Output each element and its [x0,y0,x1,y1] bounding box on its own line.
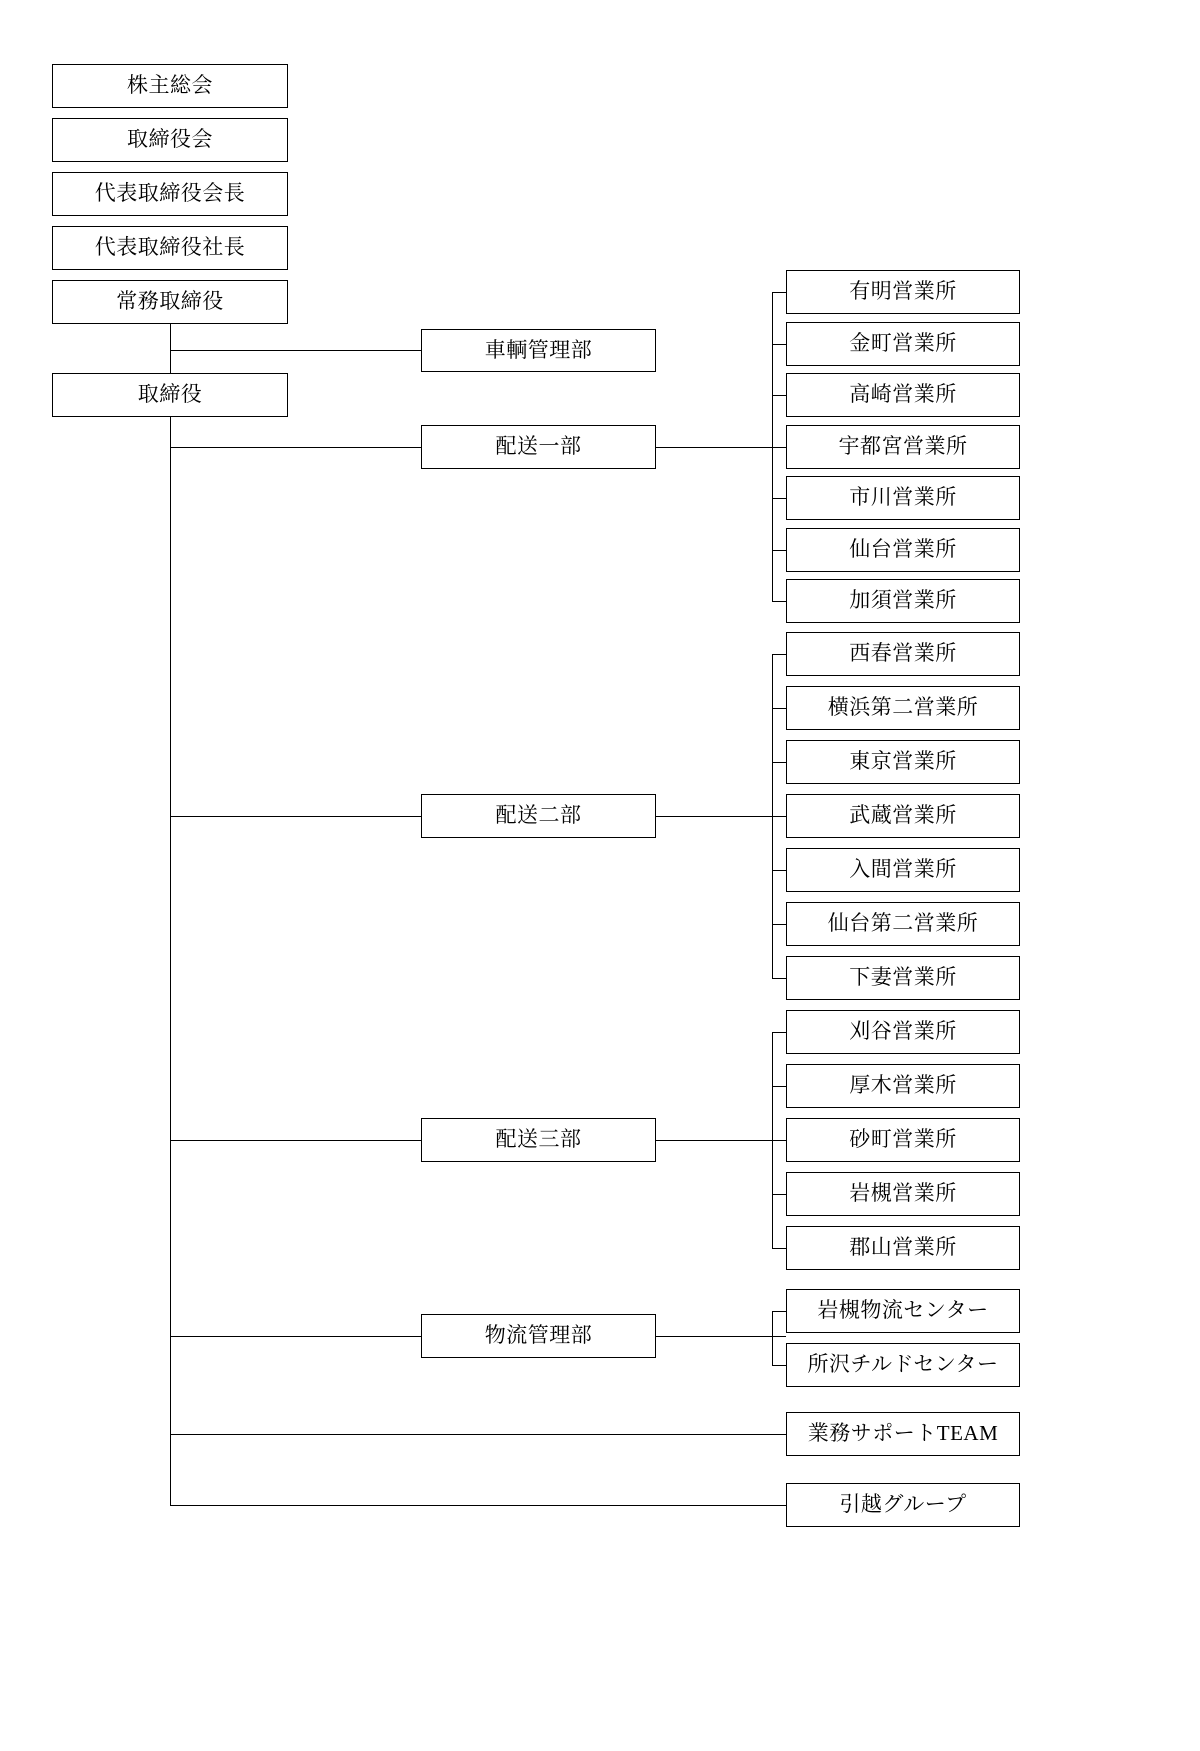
node-moving-group: 引越グループ [786,1483,1020,1527]
bus-stub [772,292,786,293]
bus-spine-logistics [772,1311,773,1365]
bus-connector-delivery-1 [656,447,786,448]
bus-connector-logistics [656,1336,786,1337]
office-node: 金町営業所 [786,322,1020,366]
office-node: 市川営業所 [786,476,1020,520]
node-delivery-dept-2: 配送二部 [421,794,656,838]
bus-stub [772,1032,786,1033]
bus-stub [772,978,786,979]
node-logistics-management-dept: 物流管理部 [421,1314,656,1358]
connector-to-logistics-dept [170,1336,421,1337]
connector-to-moving-group [170,1505,786,1506]
node-director: 取締役 [52,373,288,417]
bus-stub [772,816,786,817]
node-representative-president: 代表取締役社長 [52,226,288,270]
logistics-center-node: 所沢チルドセンター [786,1343,1020,1387]
office-node: 西春営業所 [786,632,1020,676]
bus-stub [772,708,786,709]
bus-stub [772,1365,786,1366]
spine-managing-to-director [170,324,171,373]
node-delivery-dept-3: 配送三部 [421,1118,656,1162]
bus-stub [772,654,786,655]
bus-stub [772,1086,786,1087]
office-node: 郡山営業所 [786,1226,1020,1270]
office-node: 武蔵営業所 [786,794,1020,838]
connector-to-delivery-dept-2 [170,816,421,817]
node-vehicle-management-dept: 車輌管理部 [421,329,656,372]
bus-stub [772,1248,786,1249]
office-node: 東京営業所 [786,740,1020,784]
bus-stub [772,550,786,551]
office-node: 加須営業所 [786,579,1020,623]
bus-stub [772,498,786,499]
bus-stub [772,1311,786,1312]
node-delivery-dept-1: 配送一部 [421,425,656,469]
node-business-support-team: 業務サポートTEAM [786,1412,1020,1456]
spine-director-main [170,417,171,1505]
connector-to-delivery-dept-1 [170,447,421,448]
office-node: 岩槻営業所 [786,1172,1020,1216]
office-node: 刈谷営業所 [786,1010,1020,1054]
bus-stub [772,1140,786,1141]
node-representative-chairman: 代表取締役会長 [52,172,288,216]
connector-to-vehicle-dept [170,350,421,351]
connector-to-business-support-team [170,1434,786,1435]
node-shareholders-meeting: 株主総会 [52,64,288,108]
office-node: 宇都宮営業所 [786,425,1020,469]
bus-stub [772,601,786,602]
office-node: 有明営業所 [786,270,1020,314]
bus-connector-delivery-3 [656,1140,786,1141]
node-board-of-directors: 取締役会 [52,118,288,162]
office-node: 横浜第二営業所 [786,686,1020,730]
bus-stub [772,924,786,925]
node-managing-director: 常務取締役 [52,280,288,324]
office-node: 下妻営業所 [786,956,1020,1000]
bus-stub [772,870,786,871]
bus-stub [772,344,786,345]
office-node: 仙台第二営業所 [786,902,1020,946]
office-node: 仙台営業所 [786,528,1020,572]
office-node: 高崎営業所 [786,373,1020,417]
bus-connector-delivery-2 [656,816,786,817]
bus-stub [772,447,786,448]
bus-stub [772,762,786,763]
bus-stub [772,395,786,396]
office-node: 厚木営業所 [786,1064,1020,1108]
connector-to-delivery-dept-3 [170,1140,421,1141]
office-node: 砂町営業所 [786,1118,1020,1162]
bus-stub [772,1194,786,1195]
logistics-center-node: 岩槻物流センター [786,1289,1020,1333]
office-node: 入間営業所 [786,848,1020,892]
